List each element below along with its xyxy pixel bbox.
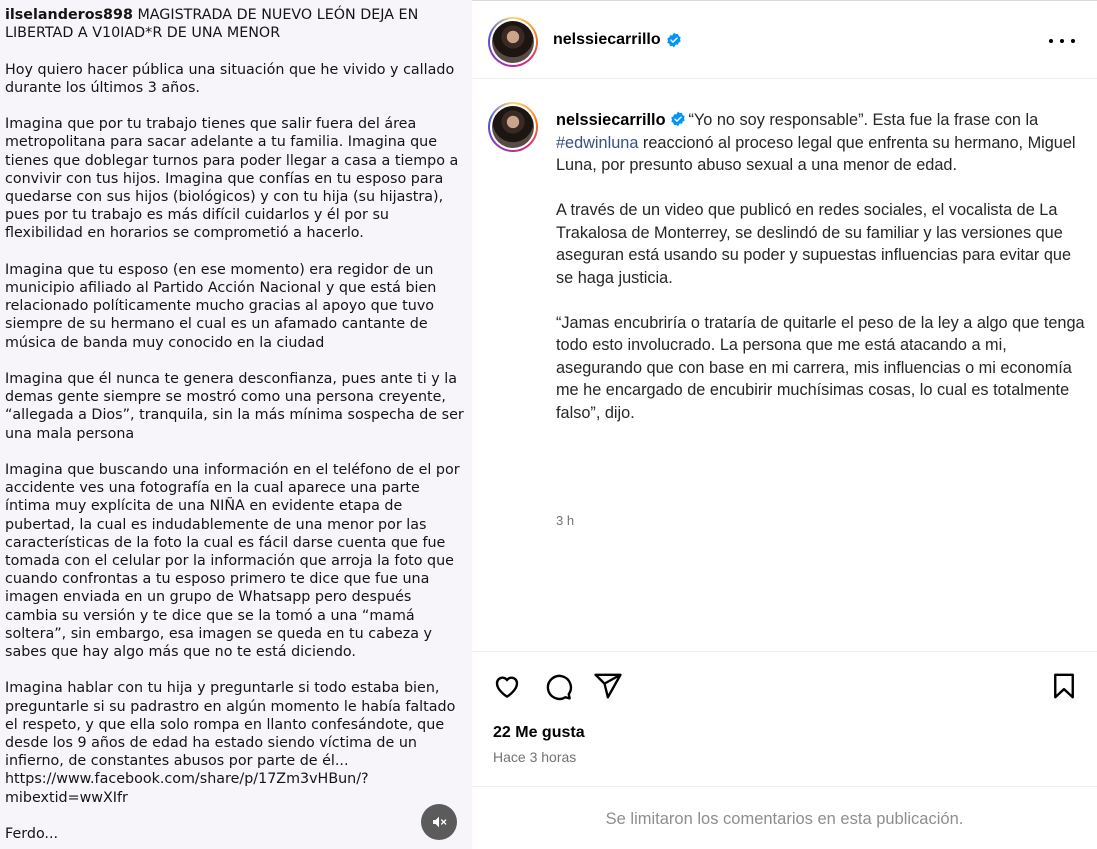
verified-badge-icon <box>666 32 682 48</box>
verified-badge-icon <box>670 111 686 127</box>
post-header <box>472 0 1097 79</box>
media-paragraph: Ferdo... <box>5 826 59 843</box>
hashtag-link[interactable]: #edwinluna <box>556 133 639 152</box>
heart-icon[interactable] <box>492 671 522 701</box>
post-caption <box>556 109 1086 447</box>
media-paragraph: Imagina que él nunca te genera desconfianza, pues ante ti y la demas gente siempre se mostró como una persona creyente, “allegada a Dios”, tranquila, sin la más mínima sospecha de ser una mala persona <box>5 371 464 442</box>
post-timestamp[interactable]: Hace 3 horas <box>493 749 577 765</box>
more-options-icon[interactable] <box>1049 29 1075 53</box>
bookmark-icon[interactable] <box>1049 671 1079 701</box>
media-paragraph: Imagina que por tu trabajo tienes que salir fuera del área metropolitana para sacar adelante a tu familia. Imagina que tienes que doblegar turnos para poder llegar a casa a tiempo a convivir con tus hijos. Imagina que confías en tu esposo para quedarse con sus hijos (biológicos) y con tu hija (su hijastra), pues por tu trabajo es más difícil cuidarlos y él por su flexibilidad en horarios se comprometió a hacerlo. <box>5 116 459 242</box>
caption-paragraph: A través de un video que publicó en redes sociales, el vocalista de La Trakalosa de Monterrey, se deslindó de su familiar y las versiones que aseguran está usando su poder y supuestas influencias para evitar que se haga justicia. <box>556 201 1072 287</box>
avatar[interactable] <box>488 102 538 152</box>
caption-paragraph: “Jamas encubriría o trataría de quitarle el peso de la ley a algo que tenga todo esto involucrado. La persona que me está atacando a mi, asegurando que con base en mi carrera, mis influencias o mi economía me he encargado de encubirir muchísimas cosas, lo cual es totalmente falso”, dijo. <box>556 313 1085 422</box>
media-text-block <box>5 6 465 849</box>
media-paragraph: Imagina hablar con tu hija y preguntarle si todo estaba bien, preguntarle si su padrastro en algún momento le había faltado el respeto, y que ella solo rompa en llanto confesándote, que desde los 9 años de edad ha estado siendo víctima de un infierno, de constantes abusos por parte de él... https://www.facebook.com/share/p/17Zm3vHBun/?mibextid=wwXIfr <box>5 680 456 806</box>
caption-text: “Yo no soy responsable”. Esta fue la frase con la <box>688 111 1039 129</box>
comments-limited-notice: Se limitaron los comentarios en esta publicación. <box>605 810 964 828</box>
caption-username[interactable]: nelssiecarrillo <box>556 111 666 129</box>
media-paragraph: Hoy quiero hacer pública una situación que he vivido y callado durante los últimos 3 años. <box>5 61 455 96</box>
post-media <box>0 0 472 849</box>
media-paragraph: Imagina que tu esposo (en ese momento) era regidor de un municipio afiliado al Partido Acción Nacional y que está bien relacionado políticamente mucho gracias al apoyo que tuvo siempre de su hermano el cual es un afamado cantante de música de banda muy conocido en la ciudad <box>5 261 437 351</box>
caption-time: 3 h <box>556 513 575 528</box>
header-username[interactable]: nelssiecarrillo <box>553 31 661 48</box>
like-count[interactable]: 22 Me gusta <box>493 724 585 741</box>
post-sidebar <box>472 0 1097 849</box>
avatar[interactable] <box>488 17 538 67</box>
post-actions <box>472 652 1097 787</box>
media-headline: MAGISTRADA DE NUEVO LEÓN DEJA EN LIBERTAD A V10IAD*R DE UNA MENOR <box>5 7 419 42</box>
media-username: ilselanderos898 <box>5 7 133 23</box>
mute-button[interactable] <box>421 804 457 840</box>
comment-icon[interactable] <box>543 671 573 701</box>
speaker-muted-icon <box>431 814 447 830</box>
share-icon[interactable] <box>593 671 623 701</box>
caption-section <box>472 80 1097 652</box>
media-paragraph: Imagina que buscando una información en el teléfono de el por accidente ves una fotografía en la cual aparece una parte íntima muy explícita de una NIÑA en evidente etapa de pubertad, la cual es indudablemente de una menor por las características de la foto la cual es fácil darse cuenta que fue tomada con el celular por la información que arroja la foto que cuando confrontas a tu esposo primero te dice que fue una imagen enviada en un grupo de Whatsapp pero después cambia su versión y te dice que se la tomó a una “mamá soltera”, sin embargo, esa imagen se queda en tu cabeza y sabes que hay algo más que no te está diciendo. <box>5 462 460 661</box>
caption-text: reaccionó al proceso legal que enfrenta su hermano, Miguel Luna, por presunto abuso sexual a una menor de edad. <box>556 133 1076 174</box>
